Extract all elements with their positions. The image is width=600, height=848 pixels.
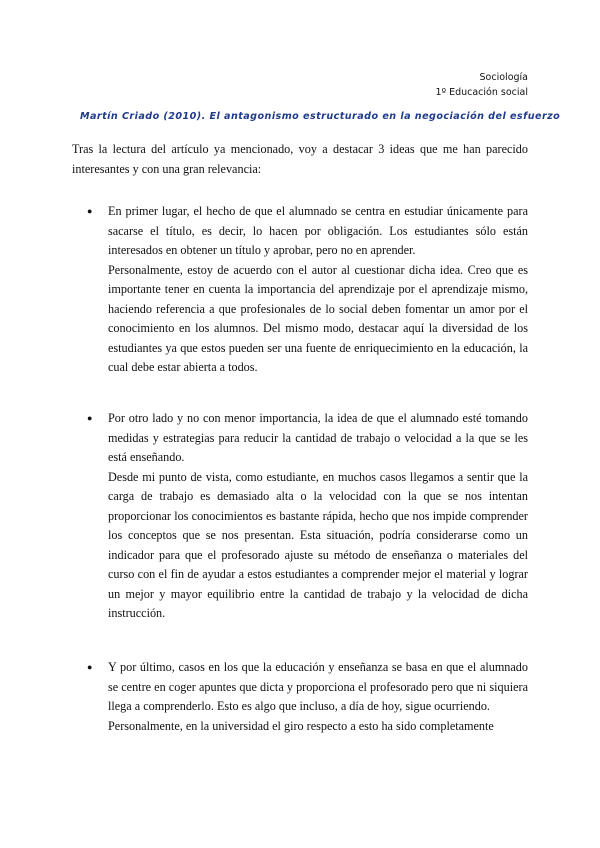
bullet-item-2 xyxy=(87,409,528,624)
bullet-1-comment: Personalmente, estoy de acuerdo con el autor al cuestionar dicha idea. Creo que es importante tener en cuenta la importancia del aprendizaje por el aprendizaje mismo, haciendo referencia a que profesionales de lo social deben fomentar un amor por el conocimiento en los alumnos. Del mismo modo, destacar aquí la diversidad de los estudiantes ya que estos pueden ser una fuente de enriquecimiento en la educación, la cual debe estar abierta a todos. xyxy=(108,262,528,374)
bullet-icon: ● xyxy=(87,413,93,423)
bullet-2-comment: Desde mi punto de vista, como estudiante, en muchos casos llegamos a sentir que la carga de trabajo es demasiado alta o la velocidad con la que se nos intentan proporcionar los conocimientos es bastante rápida, hecho que nos impide comprender los conceptos que se nos presentan. Esta situación, podría considerarse como un indicador para que el profesorado ajuste su método de enseñanza o materiales del curso con el fin de ayudar a estos estudiantes a comprender mejor el material y lograr un mejor y mayor equilibrio entre la cantidad de trabajo y la velocidad de dicha instrucción. xyxy=(108,469,528,620)
document-title: Martín Criado (2010). El antagonismo estructurado en la negociación del esfuerzo xyxy=(80,111,561,122)
bullet-3-main: Y por último, casos en los que la educación y enseñanza se basa en que el alumnado se centre en coger apuntes que dicta y proporciona el profesorado pero que ni siquiera llega a comprenderlo. Esto es algo que incluso, a día de hoy, sigue ocurriendo. xyxy=(108,660,528,713)
header-subject: Sociología xyxy=(479,72,528,83)
bullet-icon: ● xyxy=(87,206,93,216)
bullet-icon: ● xyxy=(87,662,93,672)
intro-paragraph: Tras la lectura del artículo ya mencionado, voy a destacar 3 ideas que me han parecido interesantes y con una gran relevancia: xyxy=(72,142,528,176)
bullet-2-main: Por otro lado y no con menor importancia, la idea de que el alumnado esté tomando medidas y estrategias para reducir la cantidad de trabajo o velocidad a la que se les está enseñando. xyxy=(108,411,528,464)
bullet-3-comment: Personalmente, en la universidad el giro respecto a esto ha sido completamente xyxy=(108,718,494,733)
bullet-item-1 xyxy=(87,202,528,378)
page-header xyxy=(436,70,528,100)
bullet-item-3 xyxy=(87,658,528,736)
bullet-1-main: En primer lugar, el hecho de que el alumnado se centra en estudiar únicamente para sacarse el título, es decir, lo hacen por obligación. Los estudiantes sólo están interesados en obtener un título y aprobar, pero no en aprender. xyxy=(108,204,528,257)
header-course: 1º Educación social xyxy=(435,87,528,98)
